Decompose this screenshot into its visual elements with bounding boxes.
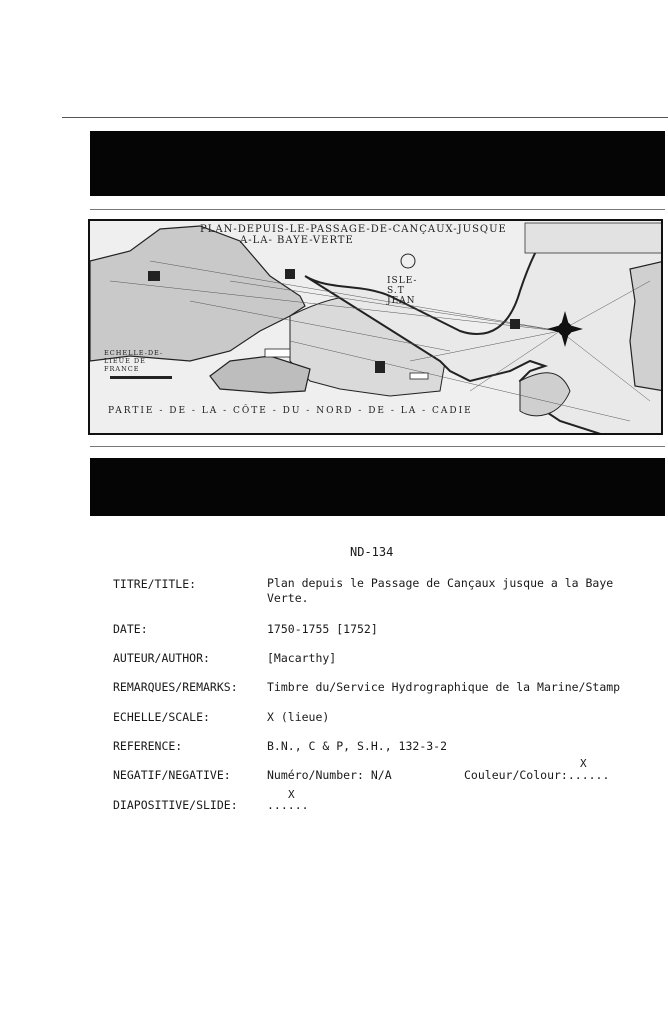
- negative-label: NEGATIF/NEGATIVE:: [113, 768, 231, 782]
- title-label: TITRE/TITLE:: [113, 577, 197, 591]
- bottom-black-bar: [90, 458, 665, 516]
- slide-mark: X: [288, 788, 295, 801]
- author-label: AUTEUR/AUTHOR:: [113, 651, 210, 665]
- map-scale-label: ECHELLE-DE-LIEUE DE FRANCE: [104, 349, 164, 373]
- date-label: DATE:: [113, 622, 148, 636]
- slide-label: DIAPOSITIVE/SLIDE:: [113, 798, 238, 812]
- author-value: [Macarthy]: [267, 651, 337, 665]
- map-title-line1: PLAN-DEPUIS-LE-PASSAGE-DE-CANÇAUX-JUSQUE: [200, 224, 507, 235]
- scale-value: X (lieue): [267, 710, 330, 724]
- slide-dots: ......: [267, 798, 309, 812]
- map-drawing: [90, 221, 663, 435]
- negative-colour: Couleur/Colour:......: [464, 768, 610, 782]
- negative-number: Numéro/Number: N/A: [267, 768, 392, 782]
- remarks-value: Timbre du/Service Hydrographique de la Marine/Stamp: [267, 680, 621, 694]
- divider-line-lower: [90, 446, 665, 447]
- top-black-bar: [90, 131, 665, 196]
- reference-value: B.N., C & P, S.H., 132-3-2: [267, 739, 448, 753]
- remarks-label: REMARQUES/REMARKS:: [113, 680, 238, 694]
- date-value: 1750-1755 [1752]: [267, 622, 378, 636]
- reference-label: REFERENCE:: [113, 739, 183, 753]
- document-id: ND-134: [350, 545, 394, 559]
- negative-colour-mark: X: [580, 757, 587, 770]
- map-bottom-label: PARTIE - DE - LA - CÔTE - DU - NORD - DE - LA - CADIE: [108, 406, 473, 416]
- map-isle-label: ISLE-S.T JEAN: [387, 276, 418, 306]
- divider-line: [90, 209, 665, 210]
- title-value: Plan depuis le Passage de Cançaux jusque a la Baye Verte.: [267, 576, 614, 605]
- scale-label: ECHELLE/SCALE:: [113, 710, 210, 724]
- top-rule: [62, 117, 668, 118]
- map-title-line2: A-LA- BAYE-VERTE: [240, 235, 354, 246]
- historical-map: [88, 219, 663, 435]
